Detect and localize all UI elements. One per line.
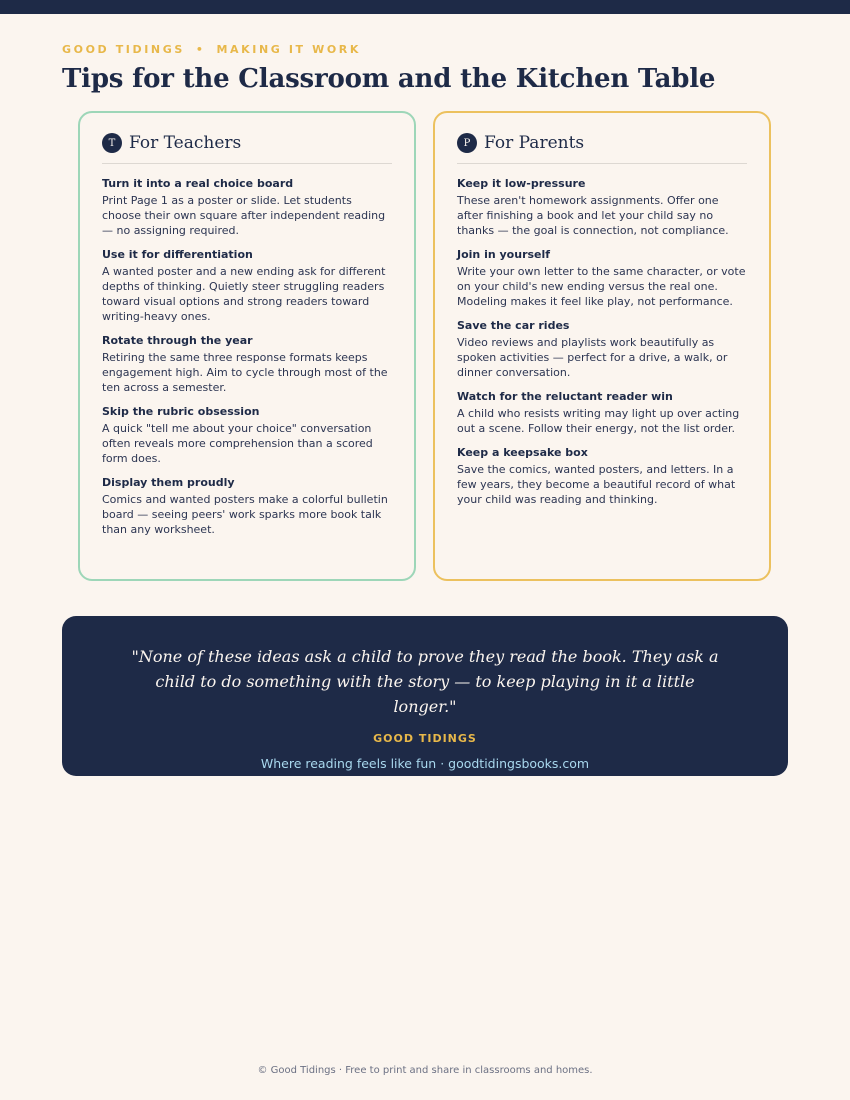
eyebrow [62,43,361,56]
tip-heading: Use it for differentiation [102,248,253,261]
tip-heading: Skip the rubric obsession [102,405,260,418]
tip-body: A wanted poster and a new ending ask for different depths of thinking. Quietly steer struggling readers toward visual options and strong readers toward writing-heavy ones. [102,265,386,323]
teachers-divider [102,163,392,164]
parents-tip [457,389,747,436]
tip-heading: Turn it into a real choice board [102,177,294,190]
teachers-tip [102,475,392,537]
tip-body: A quick "tell me about your choice" conversation often reveals more comprehension than a scored form does. [102,422,373,465]
tip-body: Video reviews and playlists work beautifully as spoken activities — perfect for a drive, a walk, or dinner conversation. [457,336,728,379]
teachers-card-title: For Teachers [129,133,242,153]
tip-body: Comics and wanted posters make a colorful bulletin board — seeing peers' work sparks more book talk than any worksheet. [102,493,388,536]
teachers-card [78,111,416,581]
teachers-tip [102,333,392,395]
tip-heading: Keep a keepsake box [457,446,588,459]
eyebrow-brand: GOOD TIDINGS [62,43,185,56]
tip-heading: Rotate through the year [102,334,253,347]
tip-body: These aren't homework assignments. Offer one after finishing a book and let your child say no thanks — the goal is connection, not compliance. [457,194,729,237]
parents-card-title: For Parents [484,133,585,153]
teachers-tip [102,176,392,238]
teachers-badge-icon: T [102,133,122,153]
parents-tip [457,318,747,380]
pull-quote: "None of these ideas ask a child to prove they read the book. They ask a child to do something with the story — to keep playing in it a little longer." [131,647,719,716]
tip-body: Save the comics, wanted posters, and letters. In a few years, they become a beautiful record of what your child was reading and thinking. [457,463,736,506]
teachers-card-header [102,131,392,155]
tip-body: A child who resists writing may light up over acting out a scene. Follow their energy, not the list order. [457,407,740,435]
quote-panel [62,616,788,776]
parents-tip [457,445,747,507]
parents-card-header [457,131,747,155]
quote-brand: GOOD TIDINGS [373,732,477,745]
eyebrow-separator: • [195,43,206,56]
tip-heading: Keep it low-pressure [457,177,586,190]
parents-tip [457,176,747,238]
parents-tip [457,247,747,309]
page-title: Tips for the Classroom and the Kitchen Table [62,64,716,94]
parents-divider [457,163,747,164]
top-bar [0,0,850,14]
tip-heading: Join in yourself [457,248,551,261]
eyebrow-section: MAKING IT WORK [216,43,361,56]
tip-heading: Watch for the reluctant reader win [457,390,673,403]
parents-badge-icon: P [457,133,477,153]
teachers-tip [102,247,392,324]
tip-body: Retiring the same three response formats keeps engagement high. Aim to cycle through most of the ten across a semester. [102,351,388,394]
tip-heading: Display them proudly [102,476,235,489]
tip-body: Write your own letter to the same character, or vote on your child's new ending versus the real one. Modeling makes it feel like play, not performance. [457,265,746,308]
parents-card [433,111,771,581]
teachers-tip [102,404,392,466]
tip-body: Print Page 1 as a poster or slide. Let students choose their own square after independent reading — no assigning required. [102,194,386,237]
quote-tagline: Where reading feels like fun · goodtidingsbooks.com [260,756,590,771]
tip-heading: Save the car rides [457,319,570,332]
page-footer: © Good Tidings · Free to print and share in classrooms and homes. [257,1065,593,1076]
